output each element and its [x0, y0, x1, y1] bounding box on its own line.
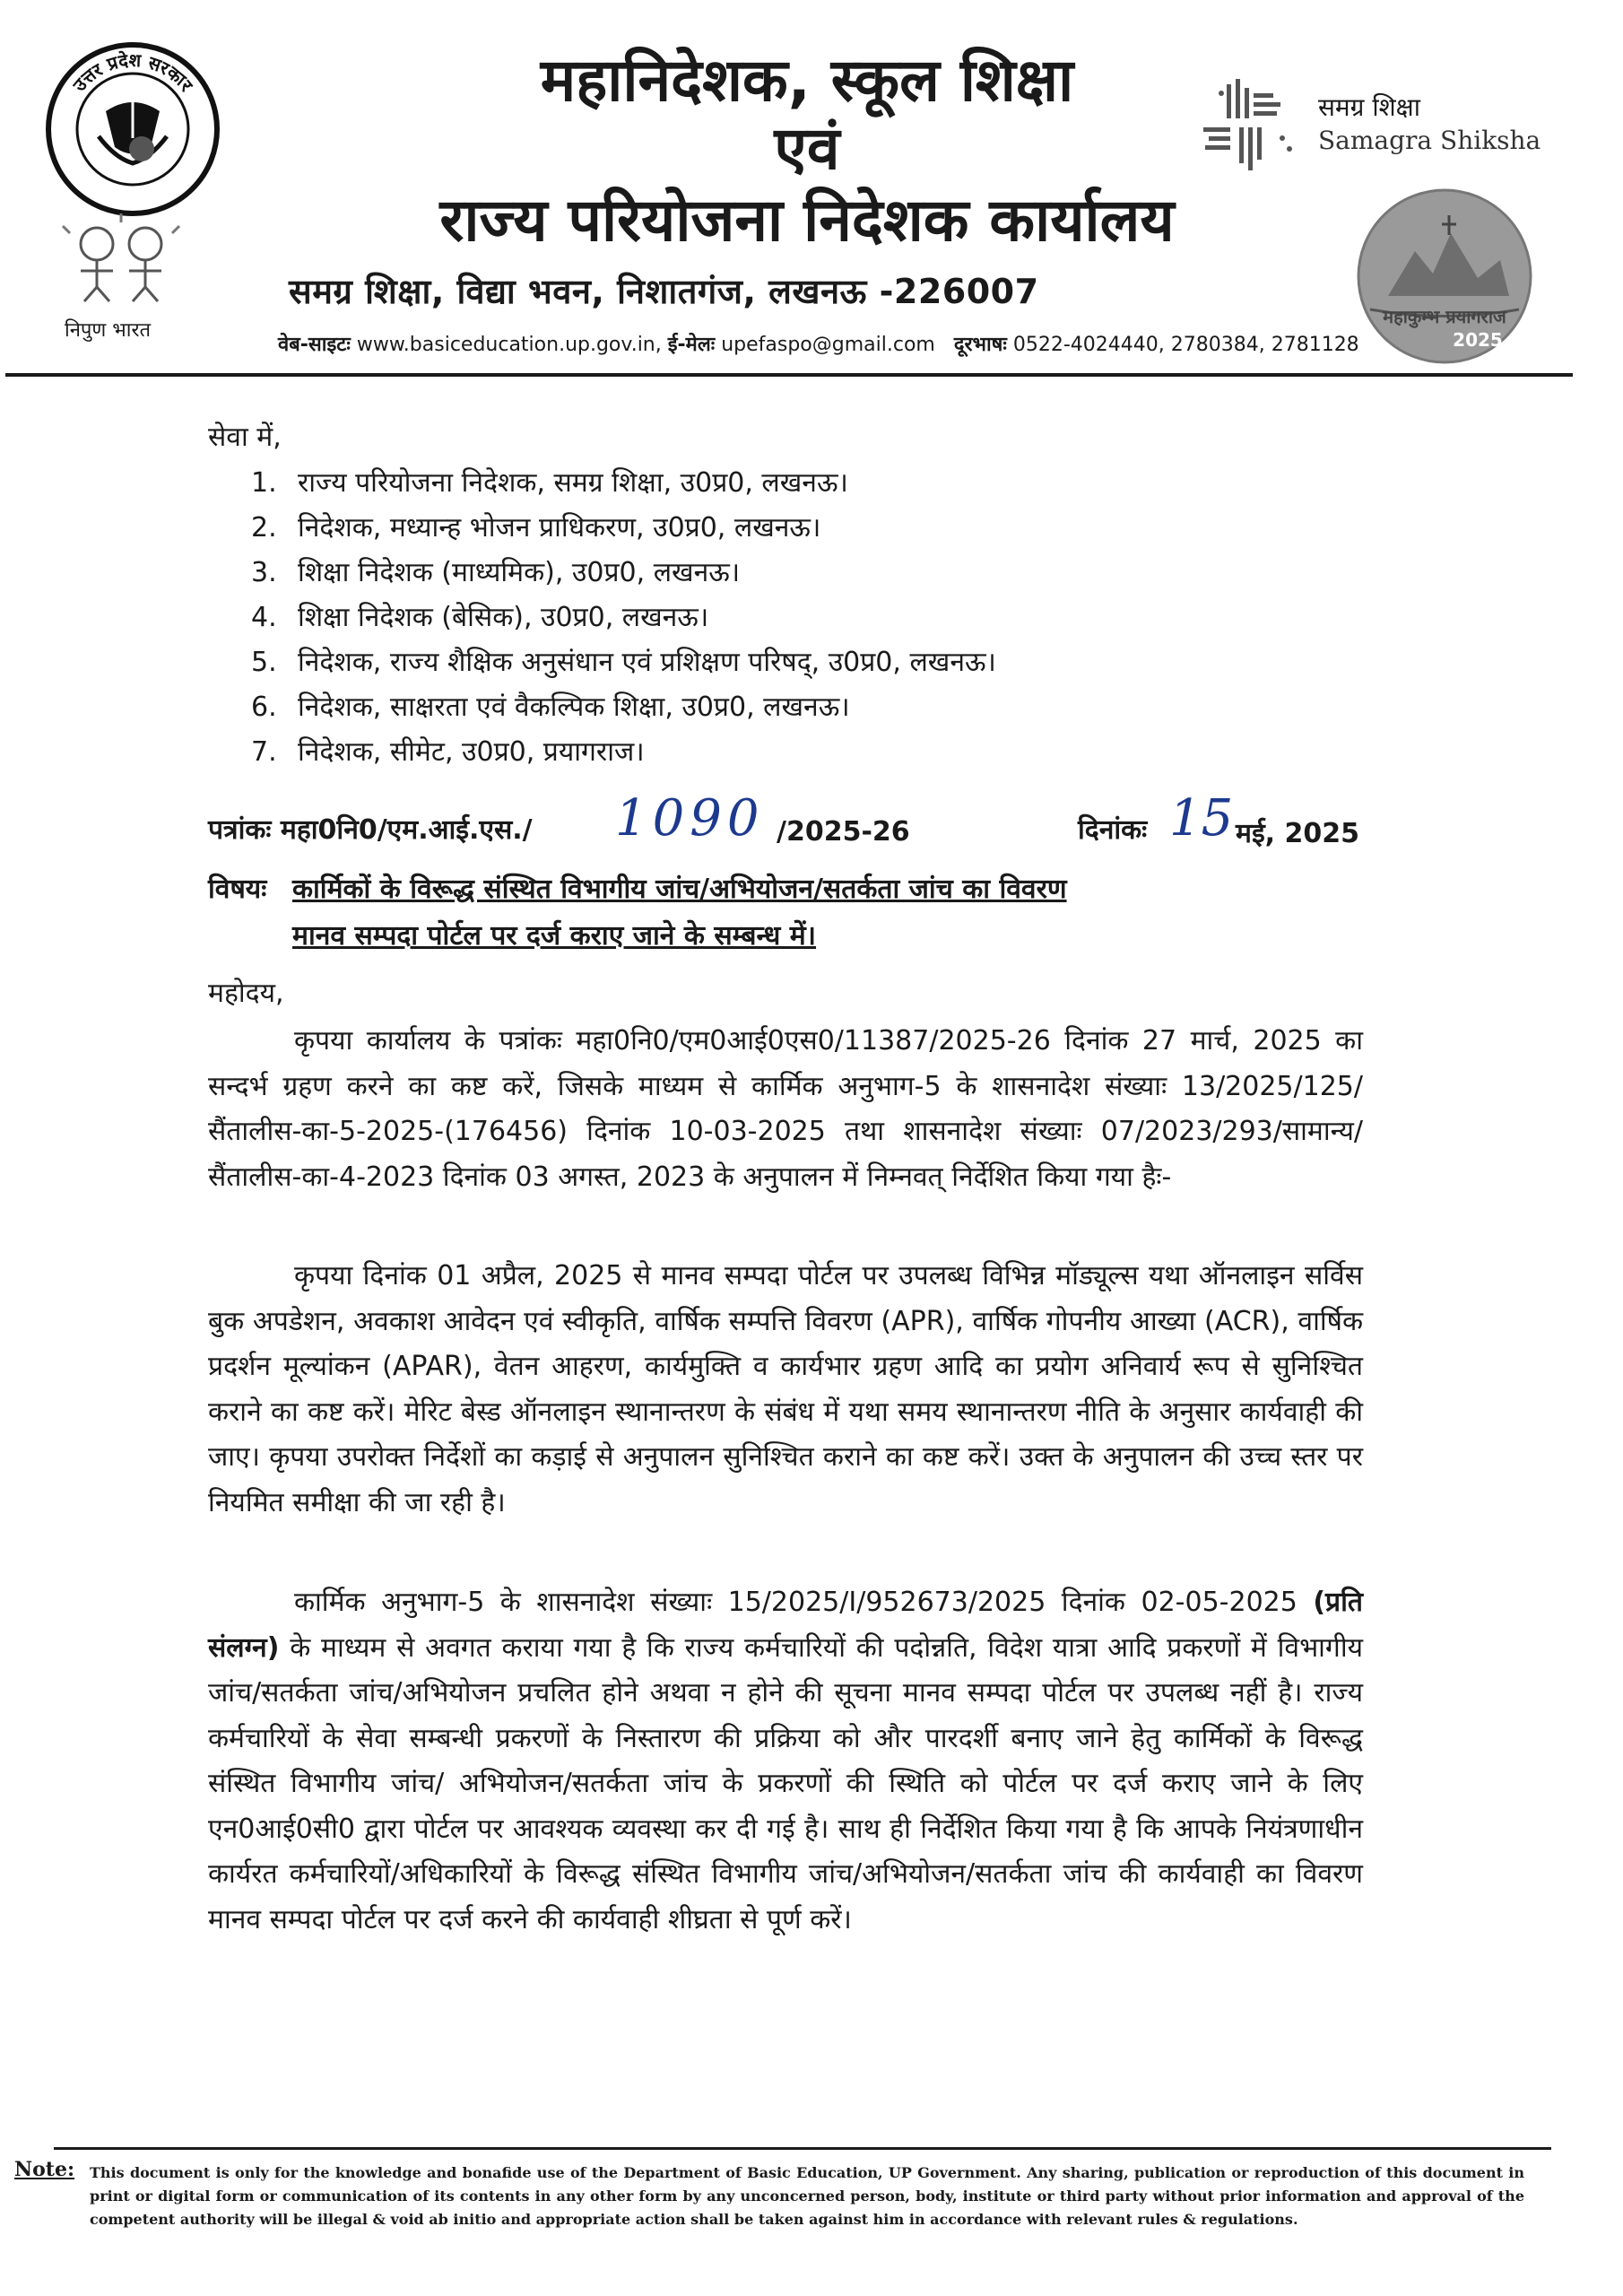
note-label: Note: [14, 2158, 75, 2181]
recipient-item: 6. निदेशक, साक्षरता एवं वैकल्पिक शिक्षा, उ0प्र0, लखनऊ। [251, 691, 850, 723]
note-text: This document is only for the knowledge and bonafide use of the Department of Basic Education, UP Government. Any sharing, publication or reproduction of this document in print or digital form or communication of its contents in any other form by any unconcerned person, body, institute or third party without prior information and approval of the competent authority will be illegal & void ab initio and appropriate action shall be taken against him in accordance with relevant rules & regulations. [90, 2164, 1524, 2228]
kumbh-year: 2025 [1453, 329, 1503, 351]
nipun-bharat-logo-icon [45, 208, 197, 307]
email-label: ई-मेलः [667, 334, 716, 356]
samagra-shiksha-logo-icon [1200, 75, 1307, 174]
footer-divider [54, 2147, 1551, 2150]
office-title-line-3: राज्य परियोजना निदेशक कार्यालय [439, 186, 1175, 255]
recipient-item: 2. निदेशक, मध्यान्ह भोजन प्राधिकरण, उ0प्र0, लखनऊ। [251, 512, 821, 544]
recipient-item: 5. निदेशक, राज्य शैक्षिक अनुसंधान एवं प्रशिक्षण परिषद्, उ0प्र0, लखनऊ। [251, 647, 996, 678]
paragraph-3: कार्मिक अनुभाग-5 के शासनादेश संख्याः 15/2025/I/952673/2025 दिनांक 02-05-2025 (प्रति संलग्न) के माध्यम से अवगत कराया गया है कि राज्य कर्मचारियों की पदोन्नति, विदेश यात्रा आदि प्रकरणों में विभागीय जांच/सतर्कता जांच/अभियोजन प्रचलित होने अथवा न होने की सूचना मानव सम्पदा पोर्टल पर उपलब्ध नहीं है। राज्य कर्मचारियों के सेवा सम्बन्धी प्रकरणों के निस्तारण की प्रक्रिया को और पारदर्शी बनाए जाने हेतु कार्मिकों के विरूद्ध संस्थित विभागीय जांच/ अभियोजन/सतर्कता जांच के प्रकरणों की स्थिति को पोर्टल पर दर्ज कराए जाने के लिए एन0आई0सी0 द्वारा पोर्टल पर आवश्यक व्यवस्था कर दी गई है। साथ ही निर्देशित किया गया है कि आपके नियंत्रणाधीन कार्यरत कर्मचारियों/अधिकारियों के विरूद्ध संस्थित विभागीय जांच/अभियोजन/सतर्कता जांच की कार्यवाही का विवरण मानव सम्पदा पोर्टल पर दर्ज करने की कार्यवाही शीघ्रता से पूर्ण करें। [208, 1587, 1363, 1935]
subject-line-1: कार्मिकों के विरूद्ध संस्थित विभागीय जांच/अभियोजन/सतर्कता जांच का विवरण [292, 874, 1067, 905]
email-link[interactable]: upefaspo@gmail.com [721, 334, 935, 356]
to-label: सेवा में, [208, 422, 282, 453]
recipient-item: 4. शिक्षा निदेशक (बेसिक), उ0प्र0, लखनऊ। [251, 602, 709, 633]
office-address: समग्र शिक्षा, विद्या भवन, निशातगंज, लखनऊ -226007 [289, 272, 1039, 311]
nipun-bharat-label: निपुण भारत [65, 319, 152, 342]
seal-text: उत्तर प्रदेश सरकार [68, 48, 197, 96]
kumbh-text: महाकुम्भ प्रयागराज [1383, 306, 1506, 327]
up-government-seal-icon [43, 39, 222, 219]
reference-label: पत्रांकः महा0नि0/एम.आई.एस./ [208, 814, 533, 846]
paragraph-1: कृपया कार्यालय के पत्रांकः महा0नि0/एम0आई0एस0/11387/2025-26 दिनांक 27 मार्च, 2025 का सन्दर्भ ग्रहण करने का कष्ट करें, जिसके माध्यम से कार्मिक अनुभाग-5 के शासनादेश संख्याः 13/2025/125/सैंतालीस-का-5-2025-(176456) दिनांक 10-03-2025 तथा शासनादेश संख्याः 07/2023/293/सामान्य/सैंतालीस-का-4-2023 दिनांक 03 अगस्त, 2023 के अनुपालन में निम्नवत् निर्देशित किया गया हैः- [208, 1025, 1363, 1193]
date-label: दिनांकः [1078, 814, 1148, 846]
greeting: महोदय, [208, 978, 284, 1009]
recipient-item: 3. शिक्षा निदेशक (माध्यमिक), उ0प्र0, लखनऊ। [251, 557, 741, 588]
recipient-item: 7. निदेशक, सीमेट, उ0प्र0, प्रयागराज। [251, 736, 645, 768]
header-divider [5, 373, 1573, 377]
paragraph-2: कृपया दिनांक 01 अप्रैल, 2025 से मानव सम्पदा पोर्टल पर उपलब्ध विभिन्न मॉड्यूल्स यथा ऑनलाइन सर्विस बुक अपडेशन, अवकाश आवेदन एवं स्वीकृति, वार्षिक सम्पत्ति विवरण (APR), वार्षिक गोपनीय आख्या (ACR), वार्षिक प्रदर्शन मूल्यांकन (APAR), वेतन आहरण, कार्यमुक्ति व कार्यभार ग्रहण आदि का प्रयोग अनिवार्य रूप से सुनिश्चित कराने का कष्ट करें। मेरिट बेस्ड ऑनलाइन स्थानान्तरण के संबंध में यथा समय स्थानान्तरण नीति के अनुसार कार्यवाही की जाए। कृपया उपरोक्त निर्देशों का कड़ाई से अनुपालन सुनिश्चित कराने का कष्ट करें। उक्त के अनुपालन की उच्च स्तर पर नियमित समीक्षा की जा रही है। [208, 1260, 1363, 1518]
attachment-note: (प्रति संलग्न) [208, 1587, 1363, 1664]
website-link[interactable]: www.basiceducation.up.gov.in, [356, 334, 662, 356]
office-title-line-2: एवं [774, 114, 840, 183]
phone-numbers: 0522-4024440, 2780384, 2781128 [1012, 334, 1359, 356]
reference-year: /2025-26 [777, 816, 910, 848]
date-day-handwritten: 15 [1169, 789, 1234, 848]
subject-line-2: मानव सम्पदा पोर्टल पर दर्ज कराए जाने के सम्बन्ध में। [292, 920, 817, 952]
office-title-line-1: महानिदेशक, स्कूल शिक्षा [540, 46, 1074, 115]
reference-number-handwritten: 1090 [615, 789, 765, 848]
website-label: वेब-साइटः [278, 334, 351, 356]
mahakumbh-2025-logo-icon [1352, 188, 1537, 364]
samagra-shiksha-english: Samagra Shiksha [1318, 126, 1541, 155]
phone-label: दूरभाषः [953, 334, 1007, 356]
contact-line [278, 330, 1359, 357]
recipient-item: 1. राज्य परियोजना निदेशक, समग्र शिक्षा, उ0प्र0, लखनऊ। [251, 467, 848, 499]
samagra-shiksha-hindi: समग्र शिक्षा [1318, 92, 1420, 122]
subject-label: विषयः [208, 874, 267, 905]
recipient-list [208, 461, 996, 775]
date-month-year: मई, 2025 [1236, 818, 1360, 849]
